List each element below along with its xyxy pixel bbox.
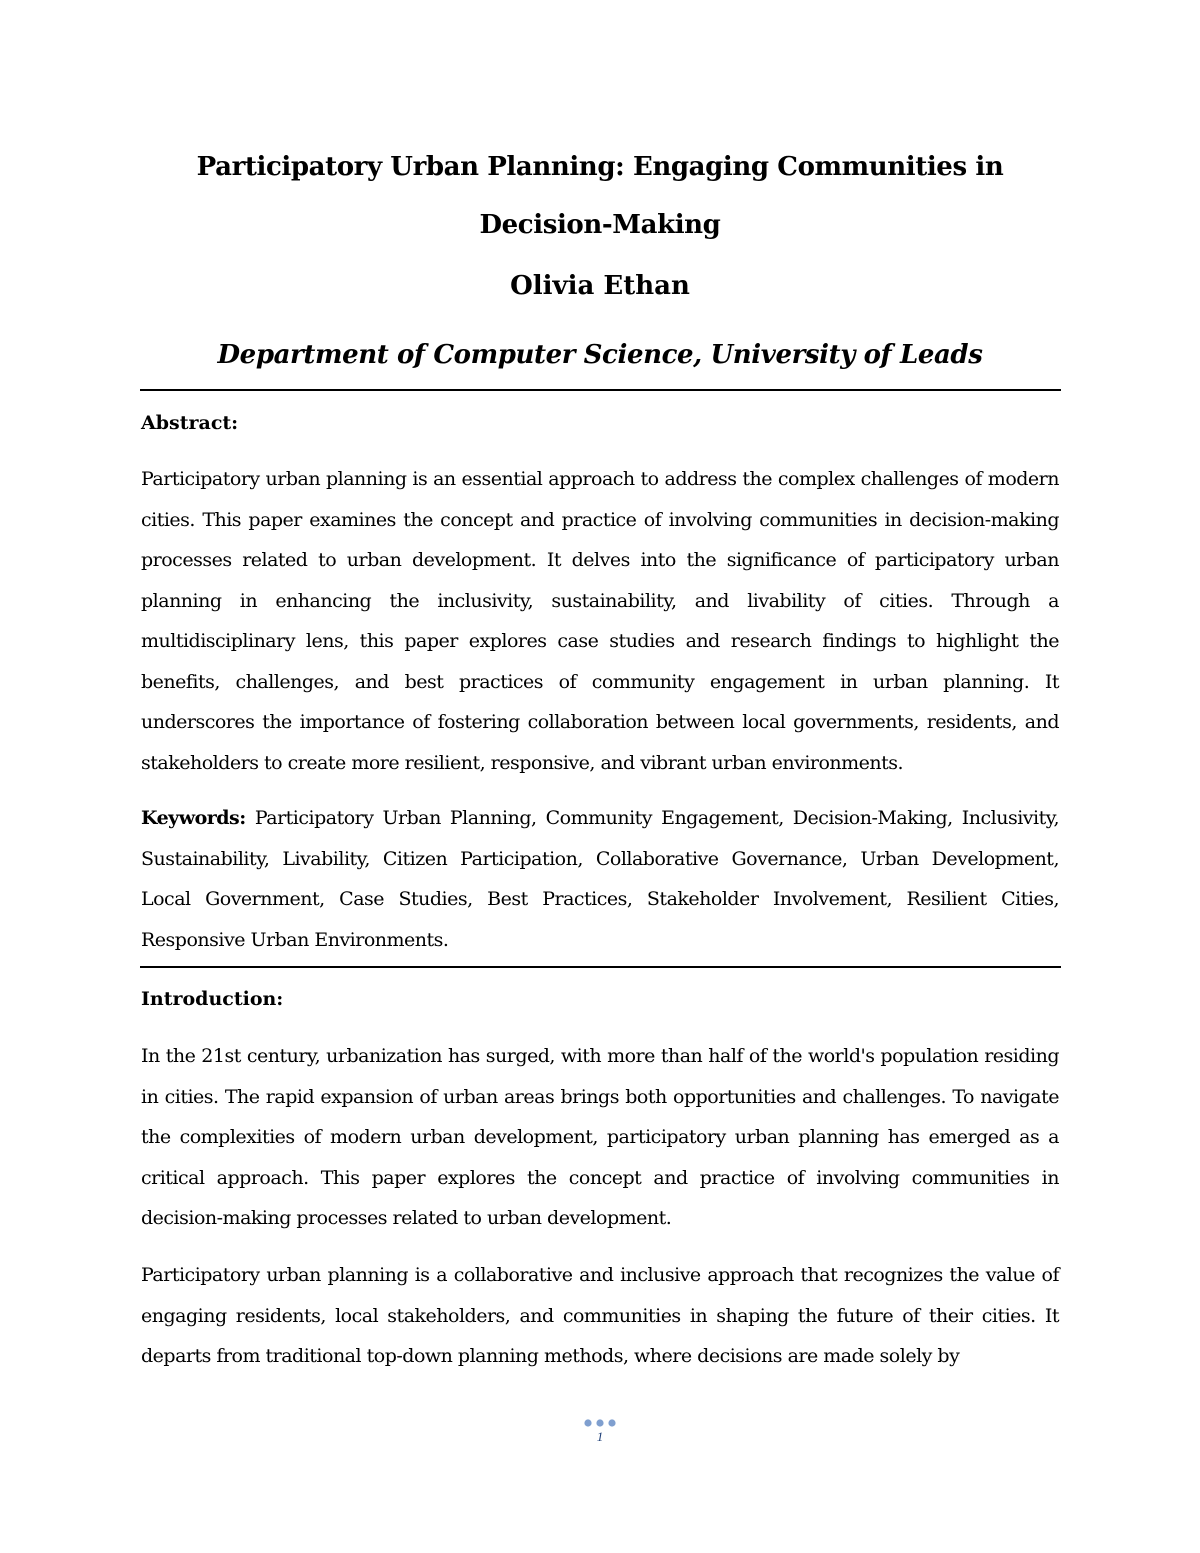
keywords-paragraph	[141, 798, 1059, 960]
introduction-paragraph-2: Participatory urban planning is a collaborative and inclusive approach that recognizes the value of engaging residents, local stakeholders, and communities in shaping the future of their cities. It departs from traditional top-down planning methods, where decisions are made solely by	[141, 1264, 1059, 1367]
page-footer	[570, 1418, 630, 1444]
author-affiliation: Department of Computer Science, University of Leads	[217, 340, 983, 370]
keywords-label: Keywords:	[141, 807, 246, 829]
page-number: 1	[596, 1429, 604, 1444]
top-divider	[140, 389, 1061, 391]
introduction-heading: Introduction:	[141, 988, 284, 1010]
abstract-text: Participatory urban planning is an essential approach to address the complex challenges of modern cities. This paper examines the concept and practice of involving communities in decision-making processes related to urban development. It delves into the significance of participatory urban planning in enhancing the inclusivity, sustainability, and livability of cities. Through a multidisciplinary lens, this paper explores case studies and research findings to highlight the benefits, challenges, and best practices of community engagement in urban planning. It underscores the importance of fostering collaboration between local governments, residents, and stakeholders to create more resilient, responsive, and vibrant urban environments.	[141, 468, 1059, 774]
bottom-divider	[140, 966, 1061, 968]
paper-title: Participatory Urban Planning: Engaging Communities in Decision-Making	[196, 152, 1004, 240]
abstract-heading: Abstract:	[141, 412, 239, 434]
keywords-list: Participatory Urban Planning, Community Engagement, Decision-Making, Inclusivity, Sustainability, Livability, Citizen Participation, Collaborative Governance, Urban Development, Local Government, Case Studies, Best Practices, Stakeholder Involvement, Resilient Cities, Responsive Urban Environments.	[141, 807, 1059, 951]
author-name: Olivia Ethan	[510, 271, 690, 301]
introduction-paragraph-1: In the 21st century, urbanization has surged, with more than half of the world's population residing in cities. The rapid expansion of urban areas brings both opportunities and challenges. To navigate the complexities of modern urban development, participatory urban planning has emerged as a critical approach. This paper explores the concept and practice of involving communities in decision-making processes related to urban development.	[141, 1045, 1059, 1229]
